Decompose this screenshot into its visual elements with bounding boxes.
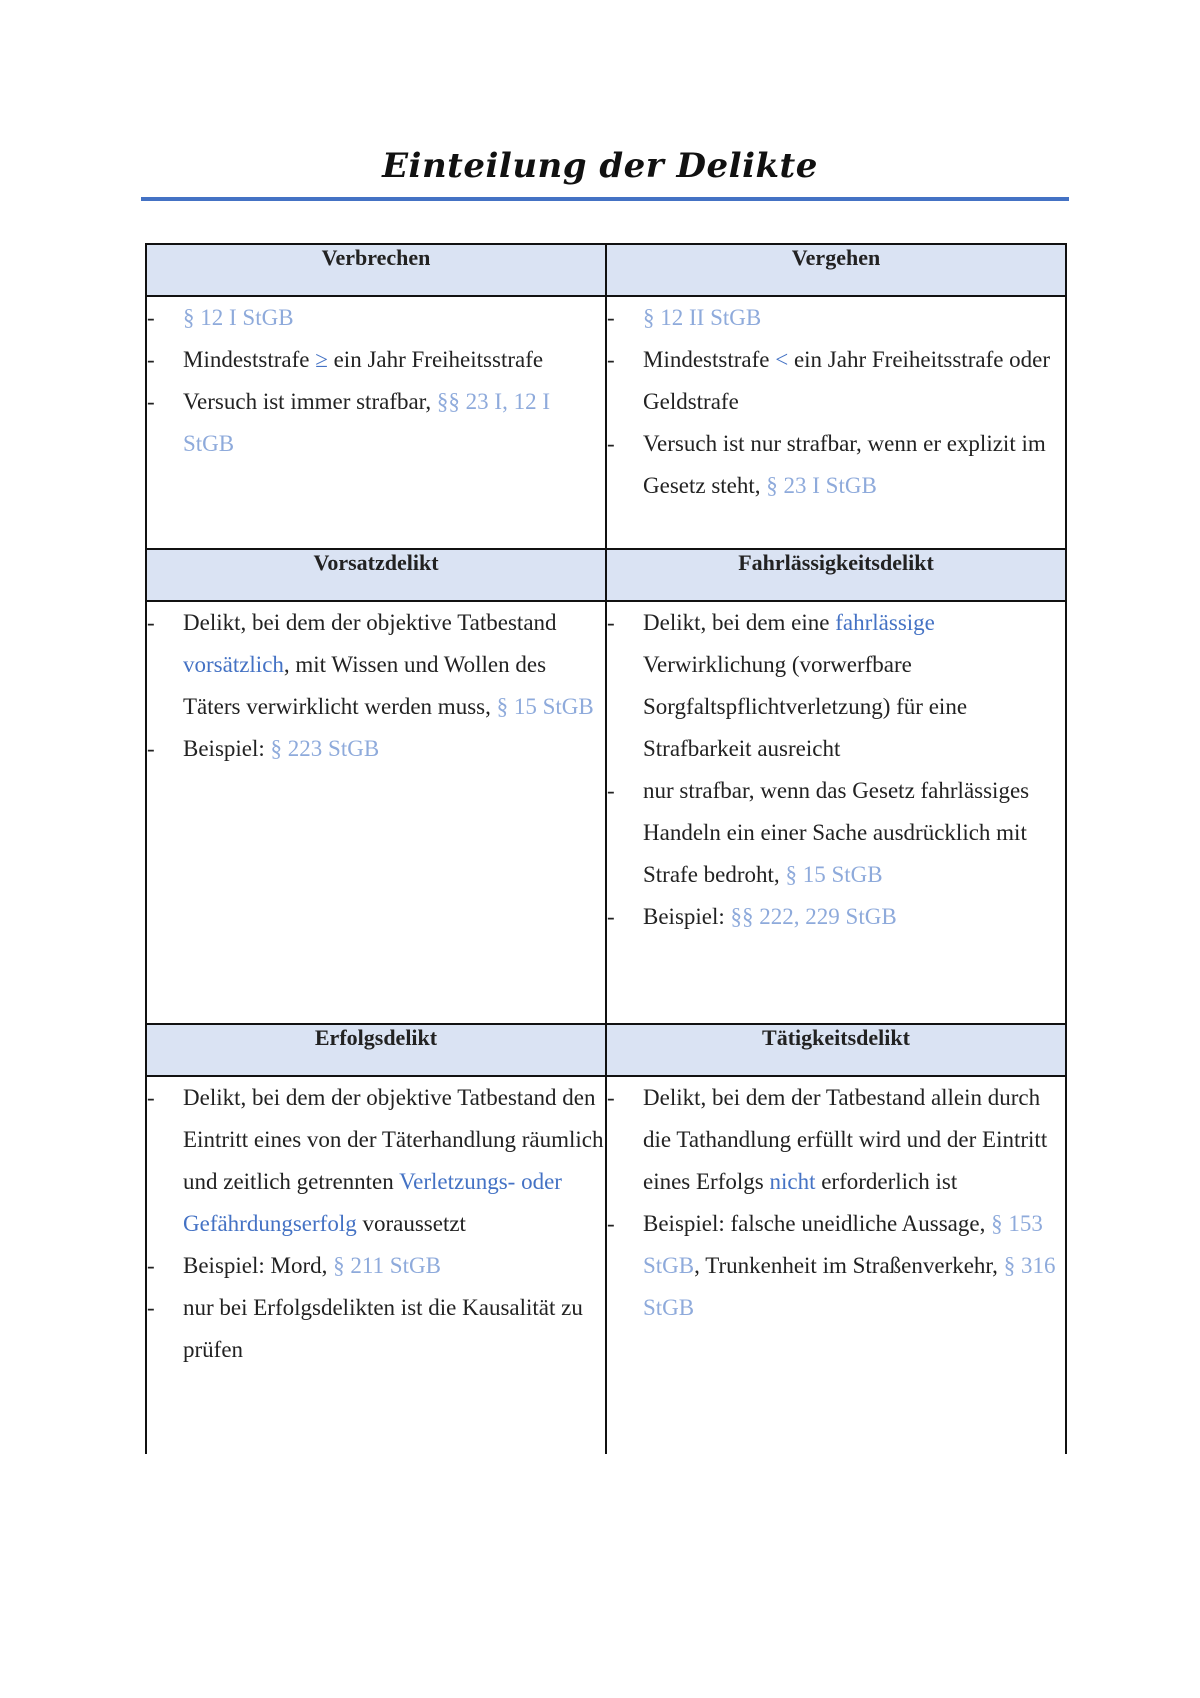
text-run: Mindeststrafe — [183, 347, 316, 372]
content-row — [146, 601, 1066, 1024]
text-run: , mit Wissen und Wollen des Täters verwirklicht werden muss, — [183, 652, 547, 719]
text-run: Beispiel: — [643, 904, 731, 929]
definitions-table — [145, 243, 1067, 1454]
header-row — [146, 1024, 1066, 1076]
highlighted-term: < — [775, 347, 789, 372]
bullet-item — [147, 1077, 605, 1245]
content-cell — [606, 1076, 1066, 1454]
content-cell — [146, 296, 606, 549]
bullet-list — [147, 297, 605, 465]
highlighted-term: nicht — [769, 1169, 816, 1194]
statute-reference: § 153 StGB — [643, 1211, 1043, 1278]
header-row — [146, 549, 1066, 601]
content-cell — [606, 601, 1066, 1024]
content-row — [146, 1076, 1066, 1454]
bullet-item — [607, 770, 1065, 896]
highlighted-term: fahrlässige — [835, 610, 935, 635]
text-run: Versuch ist immer strafbar, — [183, 389, 437, 414]
text-run: Delikt, bei dem der objektive Tatbestand — [183, 610, 557, 635]
statute-reference: § 316 StGB — [643, 1253, 1056, 1320]
bullet-item — [607, 896, 1065, 938]
statute-reference: § 15 StGB — [785, 862, 883, 887]
statute-reference: § 15 StGB — [496, 694, 594, 719]
highlighted-term: Verletzungs- oder Gefährdungserfolg — [183, 1169, 562, 1236]
bullet-item — [607, 423, 1065, 507]
column-heading: Erfolgsdelikt — [146, 1024, 606, 1076]
text-run: Delikt, bei dem eine — [643, 610, 836, 635]
header-row — [146, 244, 1066, 296]
text-run: Delikt, bei dem der objektive Tatbestand den Eintritt eines von der Täterhandlung räumlich und zeitlich getrennten — [183, 1085, 604, 1194]
text-run: , Trunkenheit im Straßenverkehr, — [694, 1253, 1004, 1278]
bullet-item — [607, 297, 1065, 339]
bullet-list — [147, 1077, 605, 1371]
column-heading: Vorsatzdelikt — [146, 549, 606, 601]
text-run: Mindeststrafe — [643, 347, 776, 372]
text-run: erforderlich ist — [815, 1169, 958, 1194]
text-run: nur bei Erfolgsdelikten ist die Kausalität zu prüfen — [183, 1295, 583, 1362]
column-heading: Verbrechen — [146, 244, 606, 296]
bullet-list — [147, 602, 605, 770]
statute-reference: § 12 I StGB — [183, 305, 294, 330]
text-run: Beispiel: falsche uneidliche Aussage, — [643, 1211, 992, 1236]
content-row — [146, 296, 1066, 549]
bullet-item — [147, 339, 605, 381]
bullet-item — [607, 602, 1065, 770]
statute-reference: §§ 222, 229 StGB — [730, 904, 897, 929]
highlighted-term: ≥ — [315, 347, 328, 372]
statute-reference: § 223 StGB — [270, 736, 380, 761]
bullet-item — [607, 339, 1065, 423]
bullet-item — [147, 1245, 605, 1287]
bullet-item — [147, 381, 605, 465]
text-run: nur strafbar, wenn das Gesetz fahrlässiges Handeln ein einer Sache ausdrücklich mit Strafe bedroht, — [643, 778, 1030, 887]
column-heading: Fahrlässigkeitsdelikt — [606, 549, 1066, 601]
content-cell — [606, 296, 1066, 549]
text-run: ein Jahr Freiheitsstrafe — [327, 347, 544, 372]
bullet-item — [607, 1203, 1065, 1329]
content-cell — [146, 1076, 606, 1454]
bullet-item — [147, 728, 605, 770]
statute-reference: § 12 II StGB — [643, 305, 762, 330]
column-heading: Tätigkeitsdelikt — [606, 1024, 1066, 1076]
text-run: ein Jahr Freiheitsstrafe oder Geldstrafe — [643, 347, 1051, 414]
highlighted-term: vorsätzlich — [183, 652, 284, 677]
text-run: Versuch ist nur strafbar, wenn er explizit im Gesetz steht, — [643, 431, 1046, 498]
bullet-list — [607, 297, 1065, 507]
bullet-list — [607, 602, 1065, 938]
bullet-item — [147, 1287, 605, 1371]
text-run: Delikt, bei dem der Tatbestand allein durch die Tathandlung erfüllt wird und der Eintritt eines Erfolgs — [643, 1085, 1048, 1194]
text-run: Verwirklichung (vorwerfbare Sorgfaltspflichtverletzung) für eine Strafbarkeit ausreicht — [643, 652, 968, 761]
text-run: Beispiel: — [183, 736, 271, 761]
bullet-list — [607, 1077, 1065, 1329]
title-underline — [141, 197, 1069, 201]
column-heading: Vergehen — [606, 244, 1066, 296]
bullet-item — [147, 297, 605, 339]
text-run: Beispiel: Mord, — [183, 1253, 334, 1278]
statute-reference: § 211 StGB — [333, 1253, 441, 1278]
bullet-item — [147, 602, 605, 728]
content-cell — [146, 601, 606, 1024]
text-run: voraussetzt — [356, 1211, 466, 1236]
bullet-item — [607, 1077, 1065, 1203]
document-title: Einteilung der Delikte — [382, 146, 818, 186]
statute-reference: § 23 I StGB — [766, 473, 877, 498]
statute-reference: §§ 23 I, 12 I StGB — [183, 389, 550, 456]
